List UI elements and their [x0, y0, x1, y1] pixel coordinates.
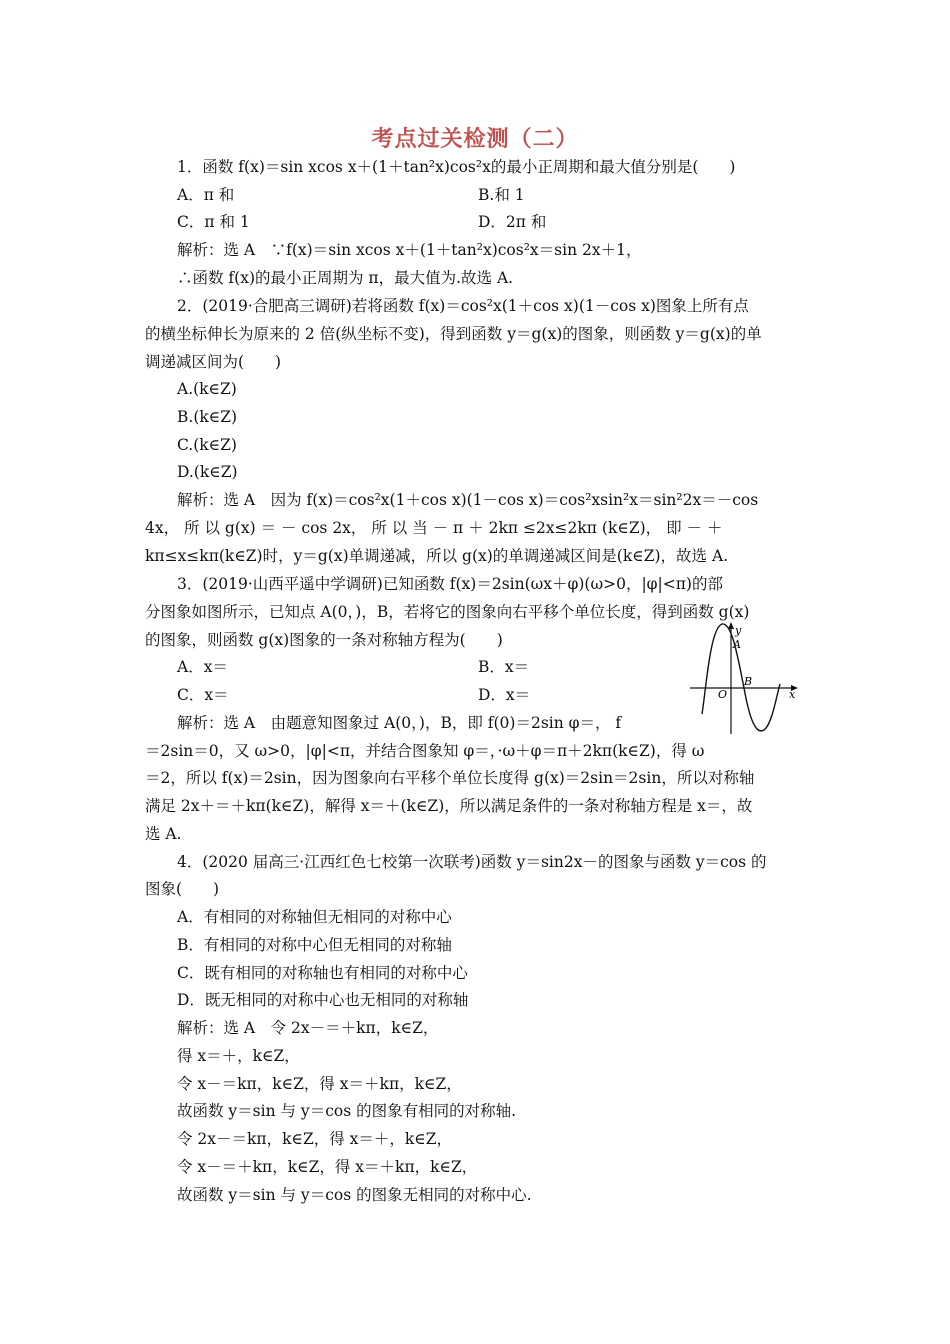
q1-solution-line: 解析：选 A ∵f(x)＝sin xcos x＋(1＋tan²x)cos²x＝sin 2x＋1， — [177, 241, 642, 259]
q2-option-b: B.(k∈Z) — [177, 408, 238, 426]
q3-option-a: A．x＝ — [177, 658, 228, 676]
q1-option-d: D．2π 和 — [478, 213, 547, 231]
point-b-label: B — [744, 675, 753, 688]
q3-solution-line: ＝2sin＝0，又 ω>0，|φ|<π，并结合图象知 φ＝，·ω＋φ＝π＋2kπ(k∈Z)，得 ω — [145, 742, 705, 760]
q2-stem-line: 调递减区间为( ) — [145, 353, 282, 371]
q4-stem-line: 图象( ) — [145, 880, 220, 898]
y-axis-label: y — [735, 624, 742, 637]
q2-option-c: C.(k∈Z) — [177, 436, 237, 454]
q4-solution-line: 解析：选 A 令 2x－＝＋kπ，k∈Z， — [177, 1019, 439, 1037]
q1-option-a: A．π 和 — [177, 186, 235, 204]
q4-option-a: A．有相同的对称轴但无相同的对称中心 — [177, 908, 452, 926]
q4-option-b: B．有相同的对称中心但无相同的对称轴 — [177, 936, 452, 954]
q3-option-c: C．x＝ — [177, 686, 229, 704]
q3-option-d: D．x＝ — [478, 686, 531, 704]
q2-solution-line: 解析：选 A 因为 f(x)＝cos²x(1＋cos x)(1－cos x)＝cos²xsin²x＝sin²2x＝－cos — [177, 491, 759, 509]
q1-option-c: C．π 和 1 — [177, 213, 250, 231]
q4-solution-line: 故函数 y＝sin 与 y＝cos 的图象无相同的对称中心. — [177, 1186, 532, 1204]
q4-solution-line: 令 x－＝kπ，k∈Z，得 x＝＋kπ，k∈Z， — [177, 1075, 462, 1093]
q4-solution-line: 令 x－＝＋kπ，k∈Z，得 x＝＋kπ，k∈Z， — [177, 1158, 478, 1176]
q3-option-b: B．x＝ — [478, 658, 530, 676]
q2-solution-line: kπ≤x≤kπ(k∈Z)时，y＝g(x)单调递减，所以 g(x)的单调递减区间是(k∈Z)，故选 A. — [145, 547, 729, 565]
origin-label: O — [718, 688, 728, 701]
q4-stem-line: 4．(2020 届高三·江西红色七校第一次联考)函数 y＝sin2x－的图象与函数 y＝cos 的 — [177, 853, 767, 871]
q2-solution-line: 4x， 所 以 g(x) ＝ － cos 2x， 所 以 当 － π ＋ 2kπ ≤2x≤2kπ (k∈Z)， 即 － ＋ — [145, 519, 723, 537]
q1-solution-line: ∴函数 f(x)的最小正周期为 π，最大值为.故选 A. — [177, 269, 514, 287]
q2-option-a: A.(k∈Z) — [177, 380, 237, 398]
q2-stem-line: 2．(2019·合肥高三调研)若将函数 f(x)＝cos²x(1＋cos x)(1－cos x)图象上所有点 — [177, 297, 749, 315]
q3-solution-line: 解析：选 A 由题意知图象过 A(0，)，B，即 f(0)＝2sin φ＝， f — [177, 714, 622, 732]
q4-solution-line: 令 2x－＝kπ，k∈Z，得 x＝＋，k∈Z， — [177, 1130, 453, 1148]
q3-solution-line: ＝2，所以 f(x)＝2sin，因为图象向右平移个单位长度得 g(x)＝2sin＝2sin，所以对称轴 — [145, 769, 755, 787]
q2-stem-line: 的横坐标伸长为原来的 2 倍(纵坐标不变)，得到函数 y＝g(x)的图象，则函数 y＝g(x)的单 — [145, 325, 762, 343]
q3-solution-line: 选 A. — [145, 825, 182, 843]
q3-stem-line: 的图象，则函数 g(x)图象的一条对称轴方程为( ) — [145, 631, 503, 649]
q3-stem-line: 分图象如图所示，已知点 A(0，)，B，若将它的图象向右平移个单位长度，得到函数 g(x) — [145, 603, 750, 621]
point-a-label: A — [733, 638, 741, 651]
page-title: 考点过关检测（二） — [371, 126, 579, 152]
q1-option-b: B.和 1 — [478, 186, 525, 204]
q4-option-d: D．既无相同的对称中心也无相同的对称轴 — [177, 991, 469, 1009]
q2-option-d: D.(k∈Z) — [177, 463, 238, 481]
sine-curve — [702, 624, 780, 731]
q4-option-c: C．既有相同的对称轴也有相同的对称中心 — [177, 964, 468, 982]
q3-solution-line: 满足 2x＋＝＋kπ(k∈Z)，解得 x＝＋(k∈Z)，所以满足条件的一条对称轴方程是 x＝，故 — [145, 797, 753, 815]
q1-stem: 1．函数 f(x)＝sin xcos x＋(1＋tan²x)cos²x的最小正周期和最大值分别是( ) — [177, 158, 736, 176]
q4-solution-line: 得 x＝＋，k∈Z， — [177, 1047, 300, 1065]
sine-graph-figure — [688, 618, 803, 736]
x-axis-label: x — [789, 688, 796, 701]
q4-solution-line: 故函数 y＝sin 与 y＝cos 的图象有相同的对称轴. — [177, 1102, 517, 1120]
q3-stem-line: 3．(2019·山西平遥中学调研)已知函数 f(x)＝2sin(ωx＋φ)(ω>0，|φ|<π)的部 — [177, 575, 723, 593]
